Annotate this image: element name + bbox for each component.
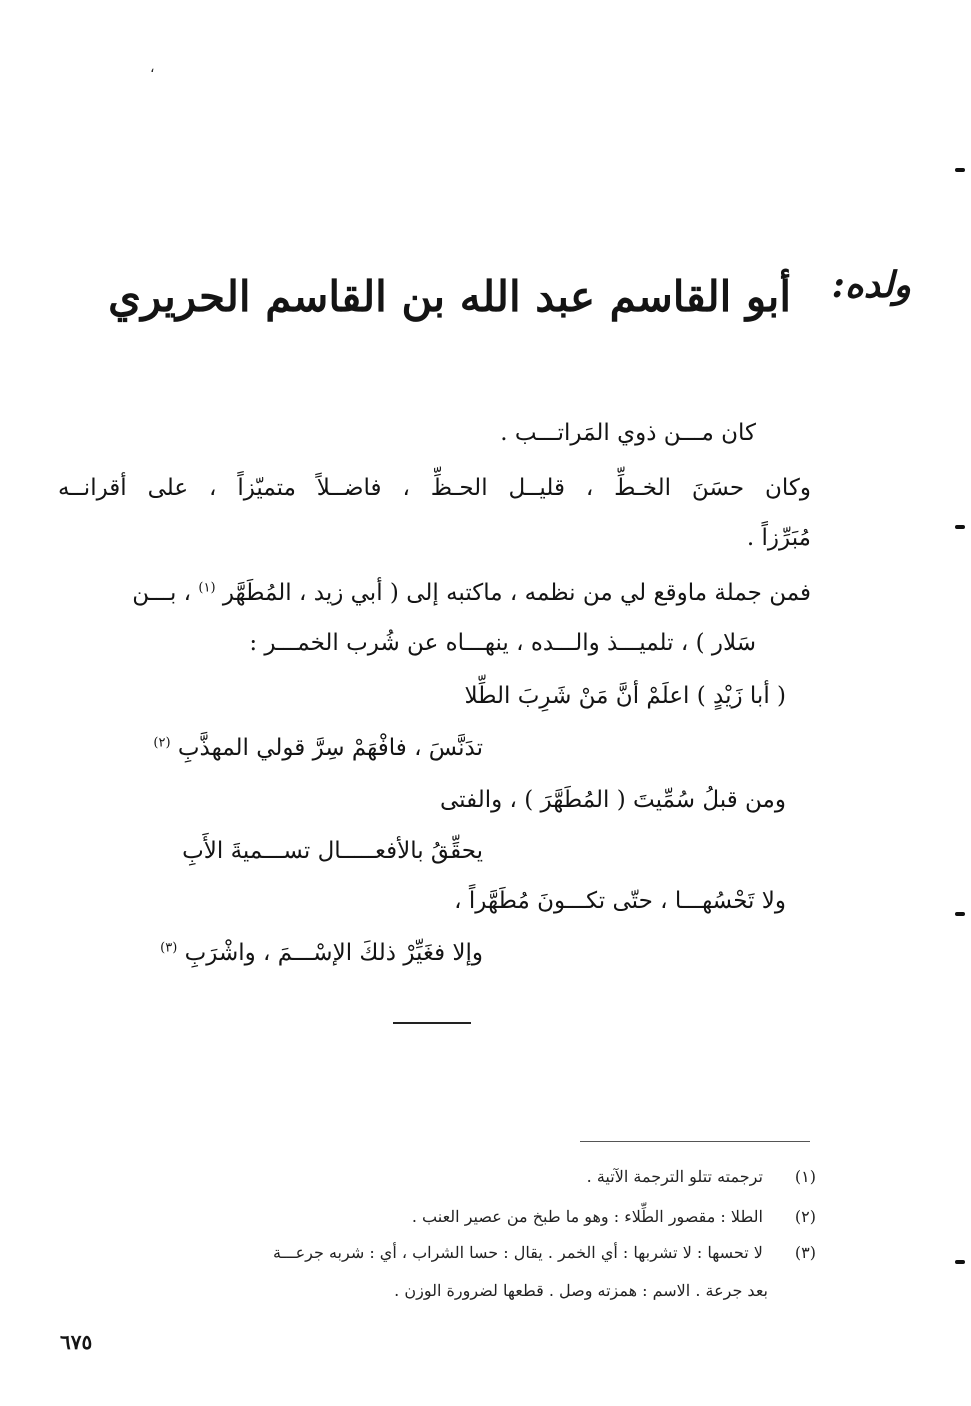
poem-verse-text: وإلا فغَيِّرْ ذلكَ الإسْـــمَ ، واشْرَبِ [184,940,483,966]
footnote-ref: (٣) [160,940,178,956]
poem-verse-text: تدَنَّسَ ، فافْهَمْ سِرَّ قولي المهذَّبِ [177,735,483,761]
edge-mark [955,912,965,916]
footnote [412,1207,816,1228]
footnote-text: الطلا : مقصور الطِّلاء : وهو ما طبخ من عصير العنب . [411,1207,763,1226]
poem-verse [160,940,483,968]
footnote-continuation: بعد جرعة . الاسم : همزته وصل . قطعها لضرورة الوزن . [394,1281,768,1300]
heading-label: ولده: [831,264,911,306]
poem-verse: ولا تَحْسُهـــا ، حتّى تكـــونَ مُطَهَّراً ، [454,888,786,914]
footnote-number: (١) [794,1167,816,1186]
footnote-rule [580,1141,810,1142]
body-line-text: فمن جملة ماوقع لي من نظمه ، ماكتبه إلى ( أبي زيد ، المُطَهَّر [222,580,811,606]
section-heading [108,264,911,325]
body-line: كان مـــن ذوي المَراتـــب . [500,420,756,446]
poem-verse: ( أبا زَيْدٍ ) اعلَمْ أنَّ مَنْ شَرِبَ الطِّلا [464,683,786,709]
footnote-ref: (١) [198,580,216,596]
poem-verse: يحقِّقُ بالأفعـــــال تســـميةَ الأَبِ [182,838,483,864]
body-line [132,580,811,608]
poem-verse [153,735,483,763]
heading-title: أبو القاسم عبد الله بن القاسم الحريري [108,272,791,321]
body-line-end: ، بـــن [132,580,192,606]
footnote-ref: (٢) [153,735,171,751]
edge-mark [955,525,965,529]
footnote-text: لا تحسها : لا تشربها : أي الخمر . يقال : حسا الشراب ، أي : شربه جرعـــة [272,1243,763,1262]
edge-mark [955,168,965,172]
footnote-number: (٢) [794,1207,816,1226]
stray-mark: ، [150,60,155,76]
page-number: ٦٧٥ [60,1330,93,1354]
footnote [273,1243,816,1264]
body-line: وكان حسَنَ الخـطِّ ، قليــل الحـظِّ ، فاضــلاً متميّزاً ، على أقرانــه [58,475,811,501]
section-separator [393,1022,471,1024]
poem-verse: ومن قبلُ سُمِّيتَ ( المُطَهَّرَ ) ، والفتى [439,787,786,813]
body-line: مُبَرِّزاً . [746,525,811,551]
footnote [587,1167,816,1188]
footnote-number: (٣) [794,1243,816,1262]
edge-mark [955,1260,965,1264]
footnote-text: ترجمته تتلو الترجمة الآتية . [586,1167,763,1186]
body-line: سَلار ) ، تلميـــذ والـــده ، ينهـــاه عن شُرب الخمـــر : [249,630,756,656]
